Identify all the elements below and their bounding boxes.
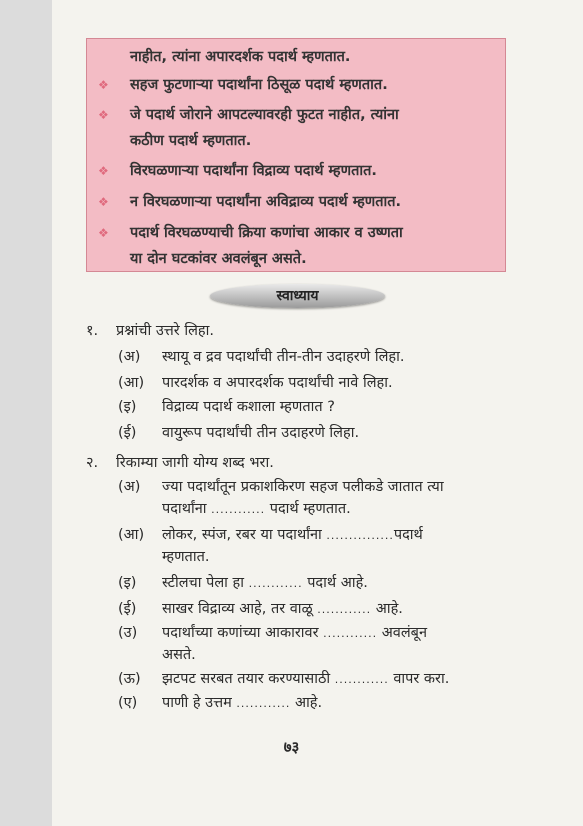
- item-label: (इ): [118, 575, 137, 591]
- item-text: पारदर्शक व अपारदर्शक पदार्थांची नावे लिहा.: [162, 375, 393, 391]
- item-label: (ए): [118, 695, 138, 711]
- item-text: झटपट सरबत तयार करण्यासाठी ............ वापर करा.: [162, 671, 450, 687]
- item-label: (ऊ): [118, 671, 141, 687]
- question-number: २.: [86, 455, 99, 471]
- section-title: स्वाध्याय: [210, 284, 385, 308]
- item-label: (अ): [118, 479, 141, 495]
- blank-dots: ...............: [326, 529, 394, 542]
- summary-line: नाहीत, त्यांना अपारदर्शक पदार्थ म्हणतात.: [130, 49, 351, 65]
- summary-line: न विरघळणाऱ्या पदार्थांना अविद्राव्य पदार्थ म्हणतात.: [130, 194, 402, 210]
- blank-dots: ............: [211, 503, 266, 516]
- item-label: (अ): [118, 349, 141, 365]
- item-text: स्टीलचा पेला हा ............ पदार्थ आहे.: [162, 575, 368, 591]
- item-label: (इ): [118, 399, 137, 415]
- item-text: असते.: [162, 647, 196, 663]
- item-text: स्थायू व द्रव पदार्थांची तीन-तीन उदाहरणे लिहा.: [162, 349, 405, 365]
- question-title: रिकाम्या जागी योग्य शब्द भरा.: [116, 455, 274, 471]
- item-text: वायुरूप पदार्थांची तीन उदाहरणे लिहा.: [162, 425, 360, 441]
- summary-line: जे पदार्थ जोराने आपटल्यावरही फुटत नाहीत, त्यांना: [130, 107, 399, 123]
- question-title: प्रश्नांची उत्तरे लिहा.: [116, 323, 214, 339]
- blank-dots: ............: [236, 697, 291, 710]
- bullet-icon: ❖: [98, 195, 109, 209]
- item-text: साखर विद्राव्य आहे, तर वाळू ............ आहे.: [162, 601, 403, 617]
- item-text: विद्राव्य पदार्थ कशाला म्हणतात ?: [162, 399, 335, 415]
- blank-dots: ............: [317, 603, 372, 616]
- summary-line: कठीण पदार्थ म्हणतात.: [130, 133, 252, 149]
- item-label: (आ): [118, 375, 145, 391]
- bullet-icon: ❖: [98, 226, 109, 240]
- summary-line: या दोन घटकांवर अवलंबून असते.: [130, 251, 307, 267]
- item-text: म्हणतात.: [162, 549, 210, 565]
- item-label: (उ): [118, 625, 138, 641]
- item-text: ज्या पदार्थांतून प्रकाशकिरण सहज पलीकडे जातात त्या: [162, 479, 444, 495]
- item-label: (ई): [118, 601, 137, 617]
- blank-dots: ............: [334, 673, 389, 686]
- summary-line: विरघळणाऱ्या पदार्थांना विद्राव्य पदार्थ म्हणतात.: [130, 163, 377, 179]
- item-label: (ई): [118, 425, 137, 441]
- question-number: १.: [86, 323, 99, 339]
- bullet-icon: ❖: [98, 78, 109, 92]
- item-text: पदार्थांना ............ पदार्थ म्हणतात.: [162, 501, 351, 517]
- blank-dots: ............: [248, 577, 303, 590]
- item-label: (आ): [118, 527, 145, 543]
- summary-line: सहज फुटणाऱ्या पदार्थांना ठिसूळ पदार्थ म्हणतात.: [130, 77, 388, 93]
- item-text: पाणी हे उत्तम ............ आहे.: [162, 695, 323, 711]
- item-text: पदार्थांच्या कणांच्या आकारावर ............ अवलंबून: [162, 625, 428, 641]
- bullet-icon: ❖: [98, 164, 109, 178]
- blank-dots: ............: [323, 627, 378, 640]
- item-text: लोकर, स्पंज, रबर या पदार्थांना ...............पदार्थ: [162, 527, 423, 543]
- summary-line: पदार्थ विरघळण्याची क्रिया कणांचा आकार व उष्णता: [130, 225, 403, 241]
- bullet-icon: ❖: [98, 108, 109, 122]
- page-number: ७३: [283, 738, 300, 756]
